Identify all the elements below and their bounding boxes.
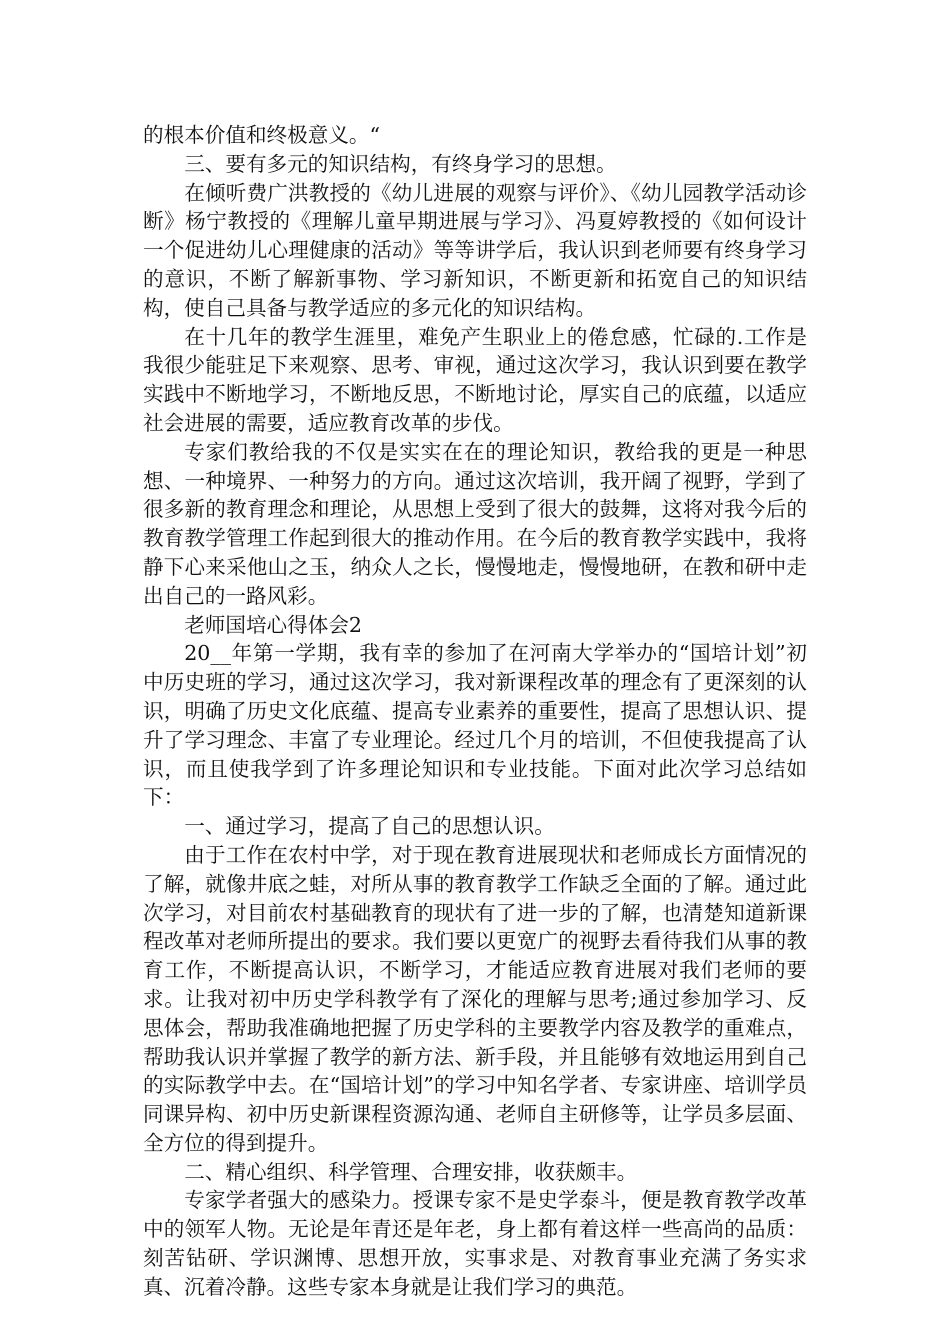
article-title-2: 老师国培心得体会2 [184,612,363,637]
paragraph: 在十几年的教学生涯里，难免产生职业上的倦怠感，忙碌的.工作是我很少能驻足下来观察、思考、审视，通过这次学习，我认识到要在教学实践中不断地学习，不断地反思，不断地讨论，厚实自己的底蕴，以适应社会进展的需要，适应教育改革的步伐。 [143,324,807,435]
paragraph: 由于工作在农村中学，对于现在教育进展现状和老师成长方面情况的了解，就像井底之蛙，对所从事的教育教学工作缺乏全面的了解。通过此次学习，对目前农村基础教育的现状有了进一步的了解，也清楚知道新课程改革对老师所提出的要求。我们要以更宽广的视野去看待我们从事的教育工作，不断提高认识，不断学习，才能适应教育进展对我们老师的要求。让我对初中历史学科教学有了深化的理解与思考;通过参加学习、反思体会，帮助我准确地把握了历史学科的主要教学内容及教学的重难点，帮助我认识并掌握了教学的新方法、新手段，并且能够有效地运用到自己的实际教学中去。在“国培计划”的学习中知名学者、专家讲座、培训学员同课异构、初中历史新课程资源沟通、老师自主研修等，让学员多层面、全方位的得到提升。 [143,842,807,1155]
paragraph: 在倾听费广洪教授的《幼儿进展的观察与评价》、《幼儿园教学活动诊断》杨宁教授的《理解儿童早期进展与学习》、冯夏婷教授的《如何设计一个促进幼儿心理健康的活动》等等讲学后，我认识到老师要有终身学习的意识，不断了解新事物、学习新知识，不断更新和拓宽自己的知识结构，使自己具备与教学适应的多元化的知识结构。 [143,180,807,320]
paragraph: 专家们教给我的不仅是实实在在的理论知识，教给我的更是一种思想、一种境界、一种努力的方向。通过这次培训，我开阔了视野，学到了很多新的教育理念和理论，从思想上受到了很大的鼓舞，这将对我今后的教育教学管理工作起到很大的推动作用。在今后的教育教学实践中，我将静下心来采他山之玉，纳众人之长，慢慢地走，慢慢地研，在教和研中走出自己的一路风彩。 [143,439,807,608]
paragraph: 20__年第一学期，我有幸的参加了在河南大学举办的“国培计划”初中历史班的学习，通过这次学习，我对新课程改革的理念有了更深刻的认识，明确了历史文化底蕴、提高专业素养的重要性，提高了思想认识、提升了学习理念、丰富了专业理论。经过几个月的培训，不但使我提高了认识，而且使我学到了许多理论知识和专业技能。下面对此次学习总结如下： [143,641,807,810]
document-body [143,121,807,1302]
section-heading-3: 三、要有多元的知识结构，有终身学习的思想。 [184,151,617,176]
paragraph: 专家学者强大的感染力。授课专家不是史学泰斗，便是教育教学改革中的领军人物。无论是年青还是年老，身上都有着这样一些高尚的品质：刻苦钻研、学识渊博、思想开放，实事求是、对教育事业充满了务实求真、沉着冷静。这些专家本身就是让我们学习的典范。 [143,1188,807,1299]
section-heading-2: 二、精心组织、科学管理、合理安排，收获颇丰。 [184,1159,638,1184]
section-heading-1: 一、通过学习，提高了自己的思想认识。 [184,814,555,839]
paragraph-continuation: 的根本价值和终极意义。“ [143,123,381,147]
